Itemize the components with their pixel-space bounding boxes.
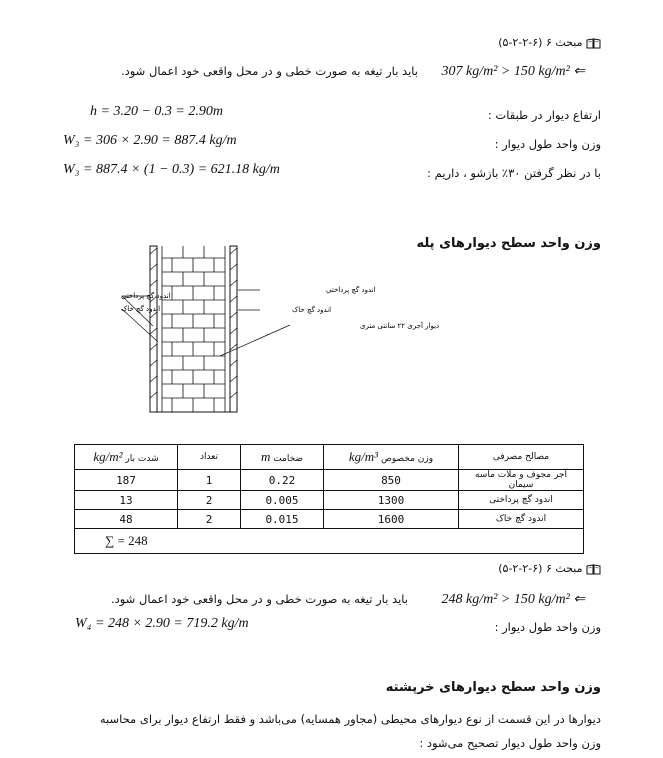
label-right-1: اندود گچ پرداختی (326, 286, 376, 294)
cell-density: 850 (324, 470, 459, 491)
load-comparison: 248 kg/m² > 150 kg/m² ⇐ (441, 592, 585, 607)
table-row (75, 510, 584, 529)
wall-section-diagram (60, 246, 440, 416)
calc-label-weight: وزن واحد طول دیوار : (494, 137, 601, 151)
calc-value-weight-2: W₄ = 248 × 2.90 = 719.2 kg/m (75, 616, 249, 631)
check-conclusion-2: باید بار تیغه به صورت خطی و در محل واقعی خود اعمال شود. (110, 592, 408, 606)
calc-label-openings: با در نظر گرفتن ۳۰٪ بازشو ، داریم : (427, 166, 601, 180)
section-heading-roof-walls: وزن واحد سطح دیوارهای خرپشته (385, 680, 601, 695)
check-conclusion-1: باید بار تیغه به صورت خطی و در محل واقعی خود اعمال شود. (120, 64, 418, 78)
cell-count: 1 (178, 470, 241, 491)
header-density: kg/m³ وزن مخصوص (324, 445, 459, 470)
cell-density: 1300 (324, 491, 459, 510)
cell-thickness: 0.005 (241, 491, 324, 510)
table-header-row (75, 445, 584, 470)
cell-thickness: 0.015 (241, 510, 324, 529)
calc-label-weight-2: وزن واحد طول دیوار : (494, 620, 601, 634)
header-load: kg/m² شدت بار (75, 445, 178, 470)
load-comparison: 307 kg/m² > 150 kg/m² ⇐ (441, 64, 585, 79)
code-reference-2 (498, 562, 601, 575)
calc-value-openings: W₃ = 887.4 × (1 − 0.3) = 621.18 kg/m (63, 162, 280, 177)
check-line-1 (442, 60, 586, 80)
plaster-hatching (150, 248, 237, 398)
header-thickness: m ضخامت (241, 445, 324, 470)
paragraph-line-2: وزن واحد طول دیوار تصحیح می‌شود : (419, 736, 601, 750)
header-count: تعداد (178, 445, 241, 470)
header-material: مصالح مصرفی (459, 445, 584, 470)
label-right-3: دیوار آجری ۲۲ سانتی متری (360, 322, 440, 330)
calc-label-height: ارتفاع دیوار در طبقات : (487, 108, 601, 122)
cell-material: آجر مجوف و ملات ماسه سیمان (459, 470, 584, 491)
table-row (75, 470, 584, 491)
cell-thickness: 0.22 (241, 470, 324, 491)
book-icon (586, 38, 601, 49)
wall-outline (150, 246, 237, 412)
cell-material: اندود گچ خاک (459, 510, 584, 529)
brick-courses (157, 246, 230, 412)
table-row (75, 491, 584, 510)
cell-count: 2 (178, 510, 241, 529)
paragraph-line-1: دیوارها در این قسمت از نوع دیوارهای محیطی (مجاور همسایه) می‌باشد و فقط ارتفاع دیوار برای محاسبه (99, 712, 601, 726)
code-reference-text: مبحث ۶ (۶-۲-۲-۵) (498, 36, 583, 49)
book-icon (586, 564, 601, 575)
check-line-2 (442, 588, 586, 608)
code-reference-text: مبحث ۶ (۶-۲-۲-۵) (498, 562, 583, 575)
cell-load: 13 (75, 491, 178, 510)
calc-value-height: h = 3.20 − 0.3 = 2.90m (90, 104, 223, 119)
section-heading-stair-walls: وزن واحد سطح دیوارهای پله (416, 236, 601, 251)
code-reference-1 (498, 36, 601, 49)
label-left-top: اندود گچ پرداختی (121, 292, 171, 300)
calc-value-weight: W₃ = 306 × 2.90 = 887.4 kg/m (63, 133, 237, 148)
cell-material: اندود گچ پرداختی (459, 491, 584, 510)
load-table (74, 444, 584, 554)
cell-sum: ∑ = 248 (75, 529, 584, 554)
table-sum-row (75, 529, 584, 554)
cell-load: 187 (75, 470, 178, 491)
label-left-bottom: اندود گچ خاک (121, 305, 161, 313)
cell-count: 2 (178, 491, 241, 510)
cell-density: 1600 (324, 510, 459, 529)
label-right-2: اندود گچ خاک (292, 306, 332, 314)
cell-load: 48 (75, 510, 178, 529)
